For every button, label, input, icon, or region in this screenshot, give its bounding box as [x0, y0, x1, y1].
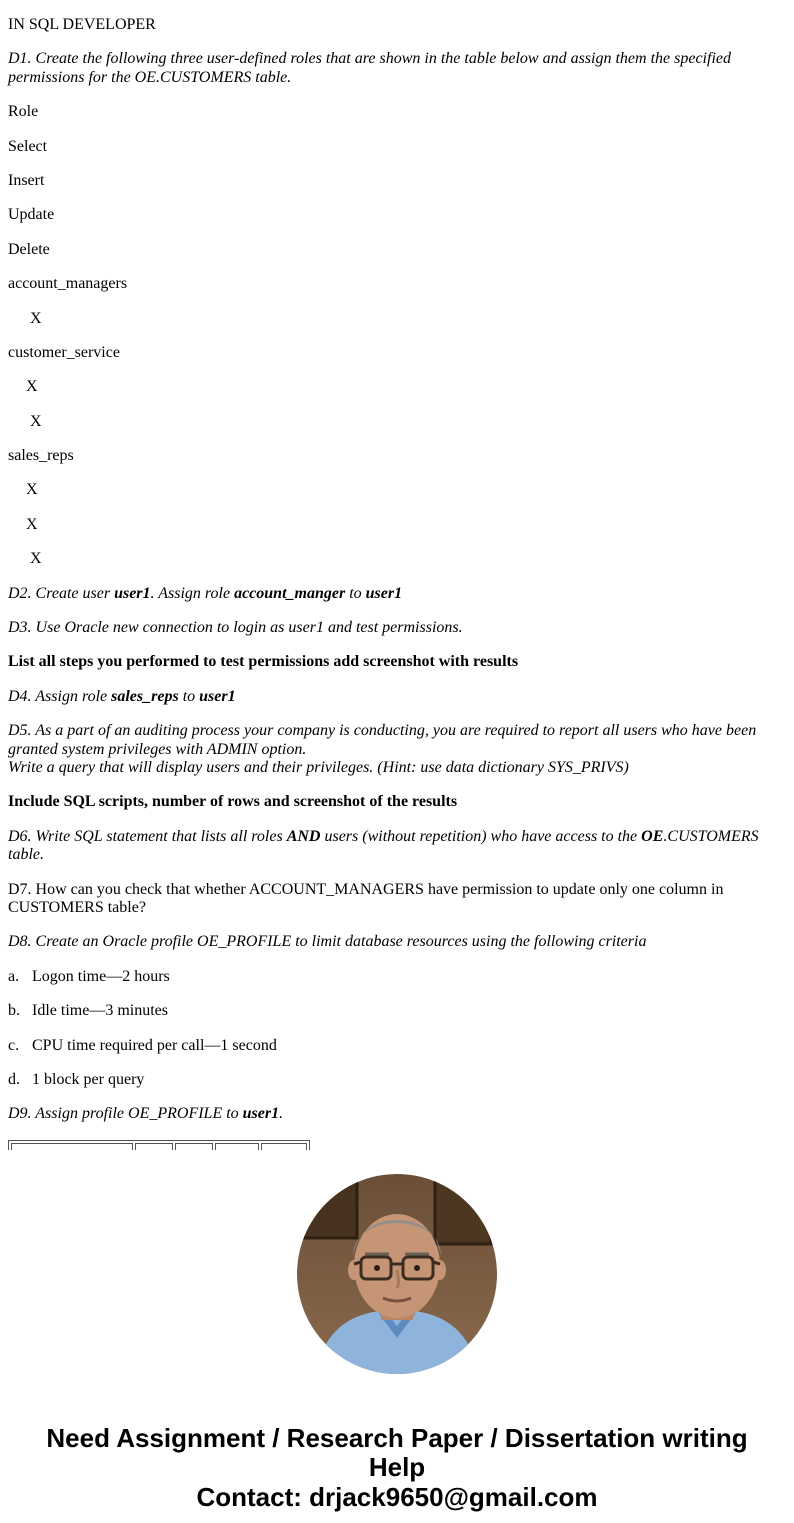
- criteria-text: 1 block per query: [32, 1070, 145, 1088]
- role-table-line: Insert: [8, 171, 45, 189]
- d4-text: to: [178, 687, 200, 705]
- role-table-line: X: [30, 550, 42, 568]
- d6-text: D6. Write SQL statement that lists all roles: [8, 827, 287, 845]
- d6-text: .CUSTOMERS table.: [8, 827, 759, 864]
- paragraph-d2: [8, 585, 786, 603]
- document-heading: IN SQL DEVELOPER: [8, 16, 156, 33]
- paragraph-d8: D8. Create an Oracle profile OE_PROFILE to limit database resources using the following criteria: [8, 933, 647, 951]
- note-include-sql: Include SQL scripts, number of rows and screenshot of the results: [8, 793, 458, 811]
- criteria-item: [8, 968, 786, 986]
- avatar-nose: [397, 1270, 399, 1288]
- criteria-item: [8, 1037, 786, 1055]
- note-test-permissions: List all steps you performed to test permissions add screenshot with results: [8, 653, 519, 671]
- d9-text: D9. Assign profile OE_PROFILE to: [8, 1105, 243, 1123]
- role-table-line: customer_service: [8, 343, 120, 361]
- role-table-line: Role: [8, 103, 39, 121]
- table-cell: [11, 1143, 133, 1150]
- d4-user1: user1: [199, 687, 236, 705]
- criteria-marker: b.: [8, 1002, 20, 1020]
- d9-user1: user1: [242, 1105, 280, 1123]
- truncated-table: [8, 1140, 786, 1150]
- d2-user1: user1: [365, 584, 403, 602]
- d2-text: . Assign role: [150, 584, 235, 602]
- criteria-text: Idle time—3 minutes: [32, 1002, 168, 1020]
- role-table-line: X: [26, 515, 38, 533]
- d6-oe: OE: [641, 827, 664, 845]
- criteria-text: Logon time—2 hours: [32, 967, 170, 985]
- d2-user1: user1: [114, 584, 151, 602]
- footer-help-text: Need Assignment / Research Paper / Dissertation writing Help: [46, 1422, 748, 1483]
- d9-text: .: [279, 1105, 284, 1123]
- criteria-marker: d.: [8, 1070, 20, 1088]
- paragraph-d3: D3. Use Oracle new connection to login as user1 and test permissions.: [8, 619, 463, 637]
- table-cell: [215, 1143, 259, 1150]
- role-table-line: Select: [8, 137, 48, 155]
- avatar-eye: [414, 1265, 420, 1271]
- d6-text: users (without repetition) who have access to the: [320, 827, 642, 845]
- picture-frame-left: [303, 1178, 357, 1238]
- glasses-temple: [354, 1262, 361, 1264]
- d4-text: D4. Assign role: [8, 687, 112, 705]
- paragraph-d9: [8, 1105, 786, 1123]
- paragraph-d1: D1. Create the following three user-defined roles that are shown in the table below and assign them the specified permissions for the OE.CUSTOMERS table.: [8, 50, 731, 86]
- d2-role: account_manger: [234, 584, 346, 602]
- d6-and: AND: [286, 827, 321, 845]
- criteria-text: CPU time required per call—1 second: [32, 1036, 277, 1054]
- glasses-temple: [433, 1262, 440, 1264]
- paragraph-d5: [8, 722, 786, 777]
- table-cell: [261, 1143, 307, 1150]
- truncated-table-grid: [8, 1140, 310, 1150]
- criteria-marker: a.: [8, 967, 20, 985]
- criteria-item: [8, 1002, 786, 1020]
- role-table-line: Delete: [8, 240, 50, 258]
- role-table-line: Update: [8, 206, 55, 224]
- role-table-line: sales_reps: [8, 447, 74, 465]
- paragraph-d7: D7. How can you check that whether ACCOUNT_MANAGERS have permission to update only one column in CUSTOMERS table?: [8, 880, 724, 916]
- avatar-eye: [374, 1265, 380, 1271]
- table-row: [11, 1143, 307, 1150]
- footer-banner: [8, 1424, 786, 1513]
- d5-line1: D5. As a part of an auditing process your company is conducting, you are required to report all users who have been granted system privileges with ADMIN option.: [8, 722, 757, 758]
- role-table-line: X: [26, 481, 38, 499]
- paragraph-d4: [8, 688, 786, 706]
- d2-text: D2. Create user: [8, 584, 115, 602]
- d4-role: sales_reps: [111, 687, 179, 705]
- footer-contact-text: Contact: drjack9650@gmail.com: [196, 1481, 598, 1512]
- criteria-marker: c.: [8, 1036, 20, 1054]
- d2-text: to: [345, 584, 366, 602]
- avatar: [297, 1174, 497, 1374]
- role-table-line: X: [26, 378, 38, 396]
- table-cell: [135, 1143, 173, 1150]
- table-cell: [175, 1143, 213, 1150]
- role-table-line: X: [30, 412, 42, 430]
- criteria-item: [8, 1071, 786, 1089]
- picture-frame-right: [435, 1178, 491, 1244]
- role-table-line: X: [30, 309, 42, 327]
- d5-line2: Write a query that will display users and their privileges. (Hint: use data dictionary SYS_PRIVS): [8, 758, 629, 776]
- role-table-line: account_managers: [8, 275, 128, 293]
- paragraph-d6: [8, 828, 786, 865]
- avatar-photo: [297, 1174, 497, 1374]
